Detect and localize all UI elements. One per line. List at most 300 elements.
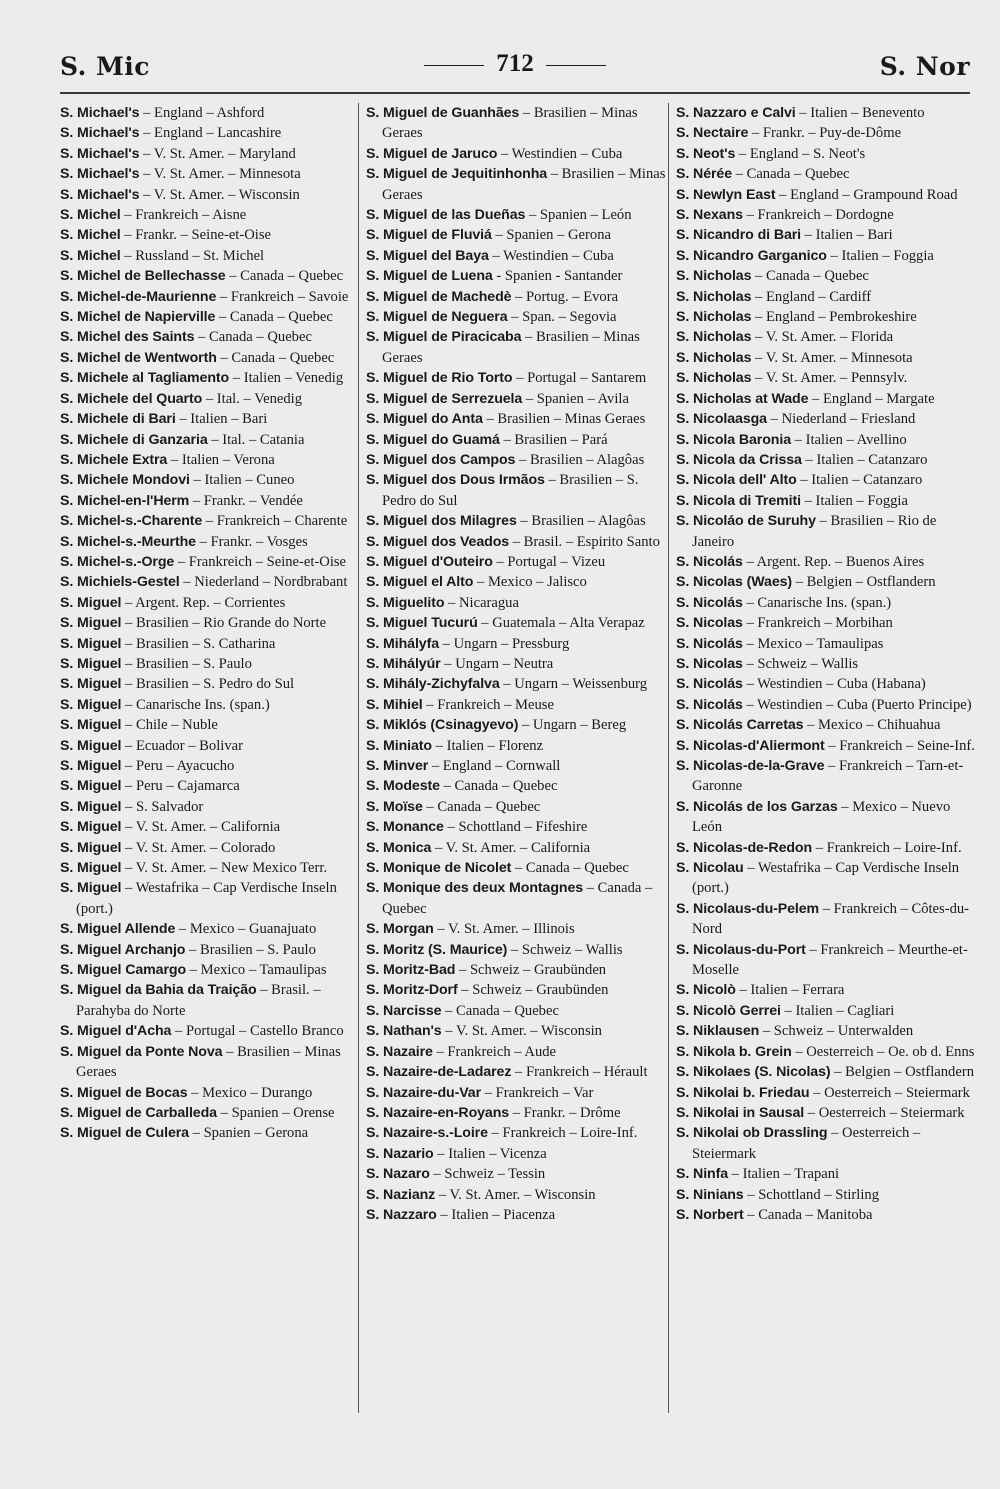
entry-place-name: S. Niklausen [676, 1023, 760, 1040]
entry-place-name: S. Nathan's [366, 1023, 442, 1040]
gazetteer-entry [60, 1021, 352, 1041]
entry-place-name: S. Miguel [60, 676, 122, 693]
entry-location: – Frankreich – Seine-Inf. [824, 737, 975, 754]
entry-location: – Frankreich – Loire-Inf. [487, 1125, 638, 1142]
gazetteer-entry [60, 287, 352, 307]
gazetteer-entry [366, 613, 666, 633]
gazetteer-entry [60, 225, 352, 245]
entry-place-name: S. Michel [60, 207, 121, 224]
entry-location: – England – Lancashire [139, 125, 282, 142]
entry-place-name: S. Michel-s.-Charente [60, 513, 203, 530]
gazetteer-entry [60, 123, 352, 143]
gazetteer-entry [676, 797, 976, 838]
gazetteer-entry [60, 919, 352, 939]
gazetteer-entry [676, 1083, 976, 1103]
entry-location: – Brasilien – Minas Geraes [382, 329, 640, 366]
entry-location: – Brasilien – Rio de Janeiro [692, 513, 937, 550]
gazetteer-entry [366, 205, 666, 225]
gazetteer-entry [60, 164, 352, 184]
entry-place-name: S. Miklós (Csinagyevo) [366, 717, 519, 734]
gazetteer-entry [676, 1205, 976, 1225]
gazetteer-entry [366, 654, 666, 674]
gazetteer-entry [60, 389, 352, 409]
entry-place-name: S. Nazzaro [366, 1206, 437, 1223]
entry-place-name: S. Nicolás Carretas [676, 717, 804, 734]
gazetteer-entry [676, 634, 976, 654]
entry-location: – Peru – Cajamarca [121, 778, 240, 795]
entry-location: – Westafrika – Cap Verdische Inseln (port.) [76, 880, 337, 917]
gazetteer-entry [366, 532, 666, 552]
entry-location: – Italien – Catanzaro [801, 451, 928, 468]
gazetteer-entry [60, 776, 352, 796]
gazetteer-entry [676, 756, 976, 797]
gazetteer-entry [366, 450, 666, 470]
entry-place-name: S. Nicolas-de-Redon [676, 839, 813, 856]
entry-place-name: S. Nicolas [676, 615, 743, 632]
gazetteer-entry [366, 266, 666, 286]
gazetteer-entry [366, 368, 666, 388]
entry-location: – Schweiz – Unterwalden [759, 1023, 914, 1040]
entry-place-name: S. Miguel Allende [60, 921, 176, 938]
entry-place-name: S. Miguel dos Dous Irmãos [366, 472, 545, 489]
entry-place-name: S. Nikolaes (S. Nicolas) [676, 1064, 831, 1081]
entry-place-name: S. Nicolò [676, 982, 736, 999]
entry-location: – Italien – Venedig [229, 370, 344, 387]
gazetteer-entry [366, 797, 666, 817]
gazetteer-entry [366, 103, 666, 144]
entry-place-name: S. Nicolas (Waes) [676, 574, 793, 591]
gazetteer-entry [60, 409, 352, 429]
entry-location: – Italien – Verona [167, 451, 275, 468]
header-dash-right [546, 65, 606, 66]
entry-location: – Italien – Benevento [795, 105, 925, 121]
gazetteer-entry [676, 736, 976, 756]
page-number: 712 [496, 50, 534, 77]
entry-place-name: S. Michele del Quarto [60, 390, 203, 407]
header-dash-left [424, 65, 484, 66]
entry-place-name: S. Nicolas-de-la-Grave [676, 758, 825, 774]
gazetteer-entry [366, 1001, 666, 1021]
entry-location: – England – Cardiff [751, 288, 872, 305]
gazetteer-entry [60, 144, 352, 164]
entry-location: – Canada – Quebec [511, 860, 629, 877]
entry-place-name: S. Modeste [366, 778, 440, 795]
entry-location: – Italien – Piacenza [436, 1206, 556, 1223]
entry-place-name: S. Nikolai ob Drassling [676, 1125, 828, 1142]
entry-place-name: S. Narcisse [366, 1002, 442, 1019]
gazetteer-entry [60, 470, 352, 490]
entry-location: – Spanien – Gerona [188, 1125, 309, 1142]
entry-location: – Canada – Quebec [732, 166, 850, 183]
entry-place-name: S. Nazzaro e Calvi [676, 105, 796, 121]
entry-location: – Brasilien – Alagôas [516, 513, 646, 530]
entry-place-name: S. Michele di Bari [60, 411, 176, 428]
gazetteer-entry [366, 1062, 666, 1082]
entry-place-name: S. Michel de Bellechasse [60, 268, 226, 285]
entry-location: – Belgien – Ostflandern [792, 574, 936, 591]
entry-location: – Frankr. – Vendée [189, 492, 303, 509]
entry-place-name: S. Miguel [60, 778, 122, 795]
entry-place-name: S. Nicolás [676, 594, 743, 611]
entry-place-name: S. Nicolò Gerrei [676, 1002, 781, 1019]
entry-location: – Brasilien – Minas Geraes [482, 411, 646, 428]
entry-location: – Brasilien – S. Pedro do Sul [382, 472, 639, 509]
gazetteer-entry [366, 634, 666, 654]
entry-place-name: S. Morgan [366, 921, 434, 938]
gazetteer-entry [366, 430, 666, 450]
entry-location: – Portugal – Vizeu [492, 553, 606, 570]
entry-place-name: S. Nicola da Crissa [676, 451, 802, 468]
entry-location: – V. St. Amer. – Maryland [139, 145, 296, 162]
entry-location: – Italien – Cuneo [189, 472, 295, 489]
entry-place-name: S. Nicholas [676, 329, 752, 346]
entry-location: – Frankreich – Hérault [511, 1064, 648, 1081]
entry-place-name: S. Nazaire [366, 1043, 433, 1060]
entry-location: – England – Grampound Road [775, 186, 958, 203]
gazetteer-entry [60, 1083, 352, 1103]
gazetteer-entry [676, 674, 976, 694]
gazetteer-entry [60, 185, 352, 205]
entry-location: – Ecuador – Bolivar [121, 737, 243, 754]
gazetteer-entry [60, 1103, 352, 1123]
gazetteer-entry [366, 1164, 666, 1184]
entry-place-name: S. Michael's [60, 105, 140, 121]
gazetteer-entry [60, 307, 352, 327]
gazetteer-entry [366, 572, 666, 592]
entry-location: – Frankreich – Morbihan [742, 615, 893, 632]
entry-location: – Frankreich – Aude [432, 1043, 557, 1060]
gazetteer-entry [676, 1103, 976, 1123]
entry-location: – Mexico – Nuevo León [692, 798, 951, 836]
gazetteer-entry [60, 940, 352, 960]
column-3 [676, 103, 976, 1423]
gazetteer-entry [366, 1144, 666, 1164]
entry-place-name: S. Nectaire [676, 125, 749, 142]
entry-place-name: S. Nicolaus-du-Port [676, 941, 806, 958]
entry-place-name: S. Nicoláo de Suruhy [676, 513, 816, 530]
gazetteer-entry [60, 756, 352, 776]
gazetteer-entry [60, 960, 352, 980]
gazetteer-entry [676, 470, 976, 490]
entry-place-name: S. Miguel [60, 717, 122, 734]
entry-place-name: S. Miguel el Alto [366, 574, 474, 591]
entry-place-name: S. Miguel d'Outeiro [366, 553, 493, 570]
gazetteer-entry [366, 919, 666, 939]
entry-place-name: S. Michael's [60, 125, 140, 142]
gazetteer-entry [366, 409, 666, 429]
entry-place-name: S. Norbert [676, 1206, 744, 1223]
gazetteer-entry [676, 144, 976, 164]
entry-location: – Frankreich – Meuse [422, 696, 554, 713]
entry-place-name: S. Nazaire-en-Royans [366, 1104, 510, 1121]
gazetteer-entry [366, 511, 666, 531]
entry-place-name: S. Miguel de Piracicaba [366, 329, 522, 346]
entry-location: – Brasilien – Alagôas [515, 451, 645, 468]
entry-place-name: S. Nazaire-du-Var [366, 1084, 481, 1101]
entry-location: – Span. – Segovia [507, 309, 617, 326]
entry-place-name: S. Moritz-Bad [366, 962, 456, 979]
gazetteer-entry [60, 511, 352, 531]
entry-location: – Spanien – Gerona [491, 227, 611, 244]
entry-place-name: S. Nicholas [676, 349, 752, 366]
entry-location: – V. St. Amer. – Illinois [433, 921, 575, 938]
entry-location: – Portugal – Santarem [512, 370, 647, 387]
entry-location: – Frankreich – Charente [202, 513, 348, 530]
gazetteer-entry [676, 409, 976, 429]
gazetteer-entry [676, 1123, 976, 1164]
entry-location: – Brasilien – S. Catharina [121, 635, 276, 652]
entry-location: – Frankr. – Seine-et-Oise [120, 227, 271, 244]
gazetteer-entry [366, 593, 666, 613]
entry-place-name: S. Michael's [60, 145, 140, 162]
entry-place-name: S. Mihályfa [366, 635, 440, 652]
entry-location: – V. St. Amer. – Pennsylv. [751, 370, 908, 387]
entry-location: – Frankr. – Puy-de-Dôme [748, 125, 902, 142]
entry-location: – Frankreich – Var [481, 1084, 594, 1101]
entry-location: – Frankr. – Vosges [195, 533, 308, 550]
entry-place-name: S. Nicolás [676, 696, 743, 713]
gazetteer-entry [60, 674, 352, 694]
gazetteer-entry [676, 858, 976, 899]
entry-location: – Niederland – Nordbrabant [179, 574, 348, 591]
entry-location: – Italien – Cagliari [780, 1002, 895, 1019]
entry-location: – Schottland – Fifeshire [443, 819, 588, 836]
entry-location: – Canada – Quebec [422, 798, 541, 815]
entry-location: – Mexico – Chihuahua [803, 717, 941, 734]
gazetteer-entry [676, 164, 976, 184]
gazetteer-entry [676, 103, 976, 123]
running-head-left: S. Mic [60, 52, 150, 81]
entry-location: – V. St. Amer. – New Mexico Terr. [121, 860, 328, 877]
gazetteer-entry [676, 327, 976, 347]
entry-location: – Brasilien – S. Paulo [121, 655, 252, 672]
gazetteer-entry [60, 246, 352, 266]
gazetteer-entry [60, 450, 352, 470]
entry-place-name: S. Miguel de Guanhães [366, 105, 520, 121]
entry-place-name: S. Nicolas-d'Aliermont [676, 737, 825, 754]
entry-place-name: S. Mihályúr [366, 655, 441, 672]
gazetteer-entry [60, 103, 352, 123]
gazetteer-entry [366, 776, 666, 796]
entry-place-name: S. Miguel [60, 635, 122, 652]
gazetteer-entry [60, 205, 352, 225]
entry-location: – Brasilien – Rio Grande do Norte [121, 615, 327, 632]
entry-location: – Italien – Bari [175, 411, 268, 428]
entry-place-name: S. Moritz-Dorf [366, 982, 458, 999]
gazetteer-entry [60, 858, 352, 878]
entry-place-name: S. Nazaro [366, 1166, 430, 1183]
entry-place-name: S. Michele Extra [60, 451, 168, 468]
entry-place-name: S. Mihály-Zichyfalva [366, 676, 500, 693]
gazetteer-entry [676, 715, 976, 735]
gazetteer-entry [366, 307, 666, 327]
entry-location: – Frankreich – Savoie [216, 288, 349, 305]
entry-place-name: S. Nicolaasga [676, 411, 767, 428]
entry-location: – Mexico – Guanajuato [175, 921, 317, 938]
entry-place-name: S. Miguel de Jaruco [366, 145, 498, 162]
entry-location: – Italien – Vicenza [433, 1145, 547, 1162]
header-rule [60, 92, 970, 94]
gazetteer-entry [366, 1021, 666, 1041]
entry-place-name: S. Miguel dos Veados [366, 533, 510, 550]
gazetteer-entry [366, 736, 666, 756]
entry-location: – Canada – Quebec [382, 880, 653, 917]
gazetteer-entry [366, 287, 666, 307]
entry-location: – Oesterreich – Oe. ob d. Enns [791, 1043, 975, 1060]
entry-place-name: S. Michel-en-l'Herm [60, 492, 190, 509]
entry-location: – Russland – St. Michel [120, 247, 265, 264]
entry-place-name: S. Miguel Camargo [60, 962, 187, 979]
entry-location: – Brasilien – Minas Geraes [382, 166, 666, 203]
entry-location: – England – Ashford [139, 105, 265, 121]
gazetteer-entry [676, 348, 976, 368]
entry-place-name: S. Ninians [676, 1186, 744, 1203]
gazetteer-entry [676, 1001, 976, 1021]
entry-location: – Brasilien – Minas Geraes [382, 105, 638, 142]
entry-location: – Mexico – Tamaulipas [186, 962, 327, 979]
entry-place-name: S. Nicholas at Wade [676, 390, 809, 407]
entry-place-name: S. Miguel [60, 839, 122, 856]
entry-place-name: S. Mihiel [366, 696, 423, 713]
entry-place-name: S. Miguel [60, 880, 122, 897]
entry-location: – Mexico – Durango [187, 1084, 313, 1101]
gazetteer-entry [676, 205, 976, 225]
entry-place-name: S. Miguel Tucurú [366, 615, 478, 632]
entry-place-name: S. Michel des Saints [60, 329, 195, 346]
gazetteer-entry [366, 695, 666, 715]
gazetteer-entry [60, 572, 352, 592]
entry-location: – Schweiz – Tessin [429, 1166, 546, 1183]
entry-location: – Italien – Foggia [800, 492, 908, 509]
gazetteer-entry [676, 613, 976, 633]
entry-location: – Spanien – Orense [216, 1104, 335, 1121]
gazetteer-entry [60, 430, 352, 450]
entry-location: – Schweiz – Wallis [507, 941, 623, 958]
gazetteer-entry [676, 1042, 976, 1062]
entry-place-name: S. Miguel de Rio Torto [366, 370, 513, 387]
entry-place-name: S. Michel-s.-Orge [60, 553, 175, 570]
entry-place-name: S. Monance [366, 819, 444, 836]
entry-place-name: S. Nicholas [676, 370, 752, 387]
entry-location: – Canada – Quebec [194, 329, 312, 346]
entry-place-name: S. Miguel da Ponte Nova [60, 1043, 223, 1060]
entry-location: – Ital. – Venedig [202, 390, 303, 407]
entry-place-name: S. Monique de Nicolet [366, 860, 512, 877]
gazetteer-entry [366, 756, 666, 776]
entry-location: – Oesterreich – Steiermark [804, 1104, 965, 1121]
entry-location: – Mexico – Tamaulipas [742, 635, 884, 652]
gazetteer-entry [366, 980, 666, 1000]
gazetteer-entry [676, 1164, 976, 1184]
entry-place-name: S. Ninfa [676, 1166, 729, 1183]
gazetteer-entry [676, 593, 976, 613]
entry-place-name: S. Miguelito [366, 594, 445, 611]
gazetteer-entry [366, 1123, 666, 1143]
entry-location: – Frankreich – Meurthe-et-Moselle [692, 941, 968, 979]
entry-location: – V. St. Amer. – Florida [751, 329, 894, 346]
entry-location: – V. St. Amer. – Minnesota [751, 349, 913, 366]
entry-place-name: S. Nicolás de los Garzas [676, 798, 838, 815]
entry-location: – Brasil. – Parahyba do Norte [76, 982, 321, 1019]
gazetteer-entry [676, 572, 976, 592]
entry-place-name: S. Miguel [60, 860, 122, 877]
gazetteer-entry [60, 266, 352, 286]
entry-location: – V. St. Amer. – Wisconsin [435, 1186, 596, 1203]
entry-location: – Schweiz – Wallis [742, 655, 859, 672]
entry-location: – Frankreich – Seine-et-Oise [174, 553, 347, 570]
entry-location: – Canada – Quebec [216, 349, 335, 366]
entry-place-name: S. Michele al Tagliamento [60, 370, 230, 387]
entry-location: – V. St. Amer. – Wisconsin [441, 1023, 602, 1040]
entry-place-name: S. Miguel [60, 696, 122, 713]
entry-place-name: S. Nazario [366, 1145, 434, 1162]
column-2 [366, 103, 666, 1423]
entry-place-name: S. Miguel de las Dueñas [366, 207, 526, 224]
entry-place-name: S. Nexans [676, 207, 743, 224]
gazetteer-entry [60, 838, 352, 858]
entry-location: – Frankr. – Drôme [509, 1104, 621, 1121]
entry-place-name: S. Michel [60, 247, 121, 264]
gazetteer-entry [676, 511, 976, 552]
gazetteer-entry [676, 552, 976, 572]
entry-location: – Frankreich – Loire-Inf. [812, 839, 962, 856]
entry-place-name: S. Michel [60, 227, 121, 244]
gazetteer-entry [676, 980, 976, 1000]
gazetteer-entry [60, 634, 352, 654]
entry-place-name: S. Miguel [60, 758, 122, 774]
gazetteer-entry [676, 1185, 976, 1205]
page-header [60, 48, 970, 90]
entry-location: – Schweiz – Graubünden [457, 982, 609, 999]
gazetteer-entry [366, 389, 666, 409]
entry-location: – Schottland – Stirling [743, 1186, 879, 1203]
gazetteer-entry [366, 715, 666, 735]
entry-location: – V. St. Amer. – California [121, 819, 281, 836]
column-divider-2 [668, 103, 669, 1413]
entry-place-name: S. Moritz (S. Maurice) [366, 941, 508, 958]
entry-place-name: S. Miguel de Culera [60, 1125, 189, 1142]
entry-location: – Westindien – Cuba [488, 247, 614, 264]
entry-location: – Portugal – Castello Branco [171, 1023, 344, 1040]
entry-location: – Canada – Quebec [225, 268, 344, 285]
entry-location: – Westindien – Cuba [497, 145, 623, 162]
entry-place-name: S. Miguel del Baya [366, 247, 489, 264]
entry-location: – Frankreich – Aisne [120, 207, 247, 224]
entry-place-name: S. Nicolás [676, 676, 743, 693]
entry-location: – Portug. – Evora [511, 288, 619, 305]
entry-place-name: S. Miguel de Carballeda [60, 1104, 217, 1121]
entry-place-name: S. Monique des deux Montagnes [366, 880, 584, 897]
entry-location: – Westafrika – Cap Verdische Inseln (port.) [692, 860, 960, 897]
entry-location: – Nicaragua [444, 594, 519, 611]
entry-place-name: S. Michel de Wentworth [60, 349, 217, 366]
entry-place-name: S. Neot's [676, 145, 736, 162]
gazetteer-entry [60, 327, 352, 347]
gazetteer-entry [366, 1042, 666, 1062]
entry-place-name: S. Miguel [60, 655, 122, 672]
entry-place-name: S. Miguel do Anta [366, 411, 483, 428]
entry-place-name: S. Monica [366, 839, 432, 856]
entry-place-name: S. Michel de Napierville [60, 309, 216, 326]
entry-place-name: S. Nicandro Garganico [676, 247, 827, 264]
gazetteer-entry [676, 123, 976, 143]
entry-place-name: S. Miguel de Neguera [366, 309, 508, 326]
gazetteer-entry [366, 940, 666, 960]
entry-location: – England – Margate [808, 390, 935, 407]
column-1 [60, 103, 352, 1423]
gazetteer-entry [676, 246, 976, 266]
entry-location: – V. St. Amer. – California [431, 839, 591, 856]
